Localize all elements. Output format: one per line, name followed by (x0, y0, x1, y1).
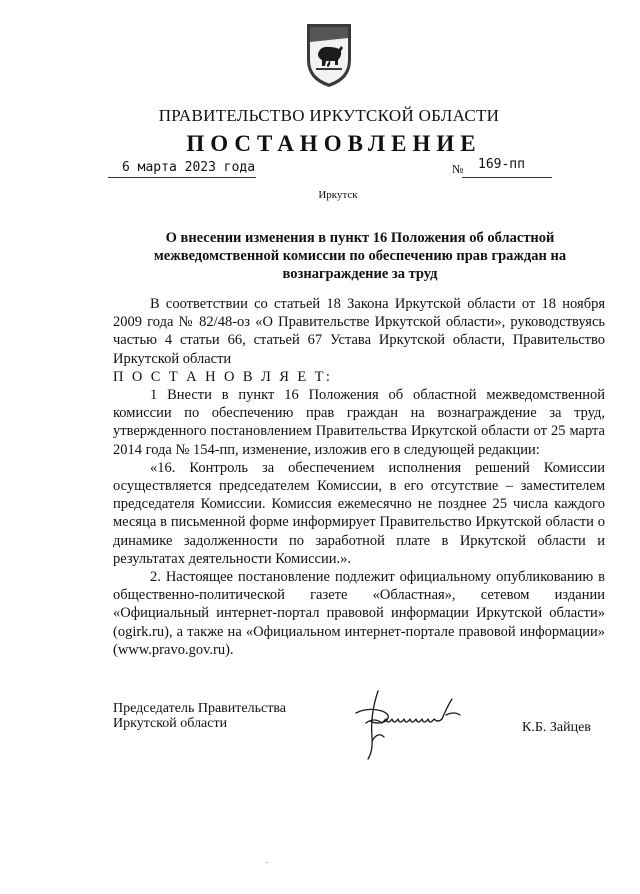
item-1-paragraph: 1 Внести в пункт 16 Положения об областной межведомственной комиссии по обеспечению прав граждан на вознаграждение за труд, утвержденного постановлением Правительства Иркутской области от 25 марта 2014 года № 154-пп, изменение, изложив его в следующей редакции: (113, 387, 605, 458)
number-underline (462, 177, 552, 178)
signatory-position (113, 701, 286, 731)
position-line-1: Председатель Правительства (113, 701, 286, 716)
document-type: ПОСТАНОВЛЕНИЕ (186, 131, 482, 156)
number-sign: № (452, 162, 464, 176)
authority-name: ПРАВИТЕЛЬСТВО ИРКУТСКОЙ ОБЛАСТИ (158, 106, 500, 125)
resolves-heading: П О С Т А Н О В Л Я Е Т: (113, 368, 333, 385)
date-underline (108, 177, 256, 178)
signatory-name: К.Б. Зайцев (522, 720, 591, 735)
document-number: 169-пп (478, 157, 525, 172)
position-line-2: Иркутской области (113, 716, 228, 731)
irkutsk-coat-of-arms-icon (304, 20, 354, 90)
city-name: Иркутск (318, 189, 358, 201)
item-2-paragraph: 2. Настоящее постановление подлежит официальному опубликованию в общественно-политической газете «Областная», сетевом издании «Официальный интернет-портал правовой информации Иркутской области» (ogirk.ru), а также на «Официальном интернет-портале правовой информации» (www.pravo.gov.ru). (113, 569, 605, 658)
preamble-paragraph: В соответствии со статьей 18 Закона Иркутской области от 18 ноября 2009 года № 82/48-оз «О Правительстве Иркутской области», руководствуясь частью 4 статьи 66, статьей 67 Устава Иркутской области, Правительство Иркутской области (113, 296, 605, 367)
document-body (113, 295, 605, 659)
document-date: 6 марта 2023 года (122, 160, 256, 175)
document-title: О внесении изменения в пункт 16 Положения об областной межведомственной комиссии по обеспечению прав граждан на вознаграждение за труд (153, 230, 567, 282)
handwritten-signature (348, 685, 466, 765)
quote-paragraph: «16. Контроль за обеспечением исполнения решений Комиссии осуществляется председателем Комиссии, в его отсутствие – заместителем председателя Комиссии. Комиссия ежемесячно не позднее 25 числа каждого месяца в письменной форме информирует Правительство Иркутской области о динамике задолженности по заработной плате в Иркутской области и результатах деятельности Комиссии.». (113, 459, 605, 567)
page-mark (266, 862, 268, 863)
